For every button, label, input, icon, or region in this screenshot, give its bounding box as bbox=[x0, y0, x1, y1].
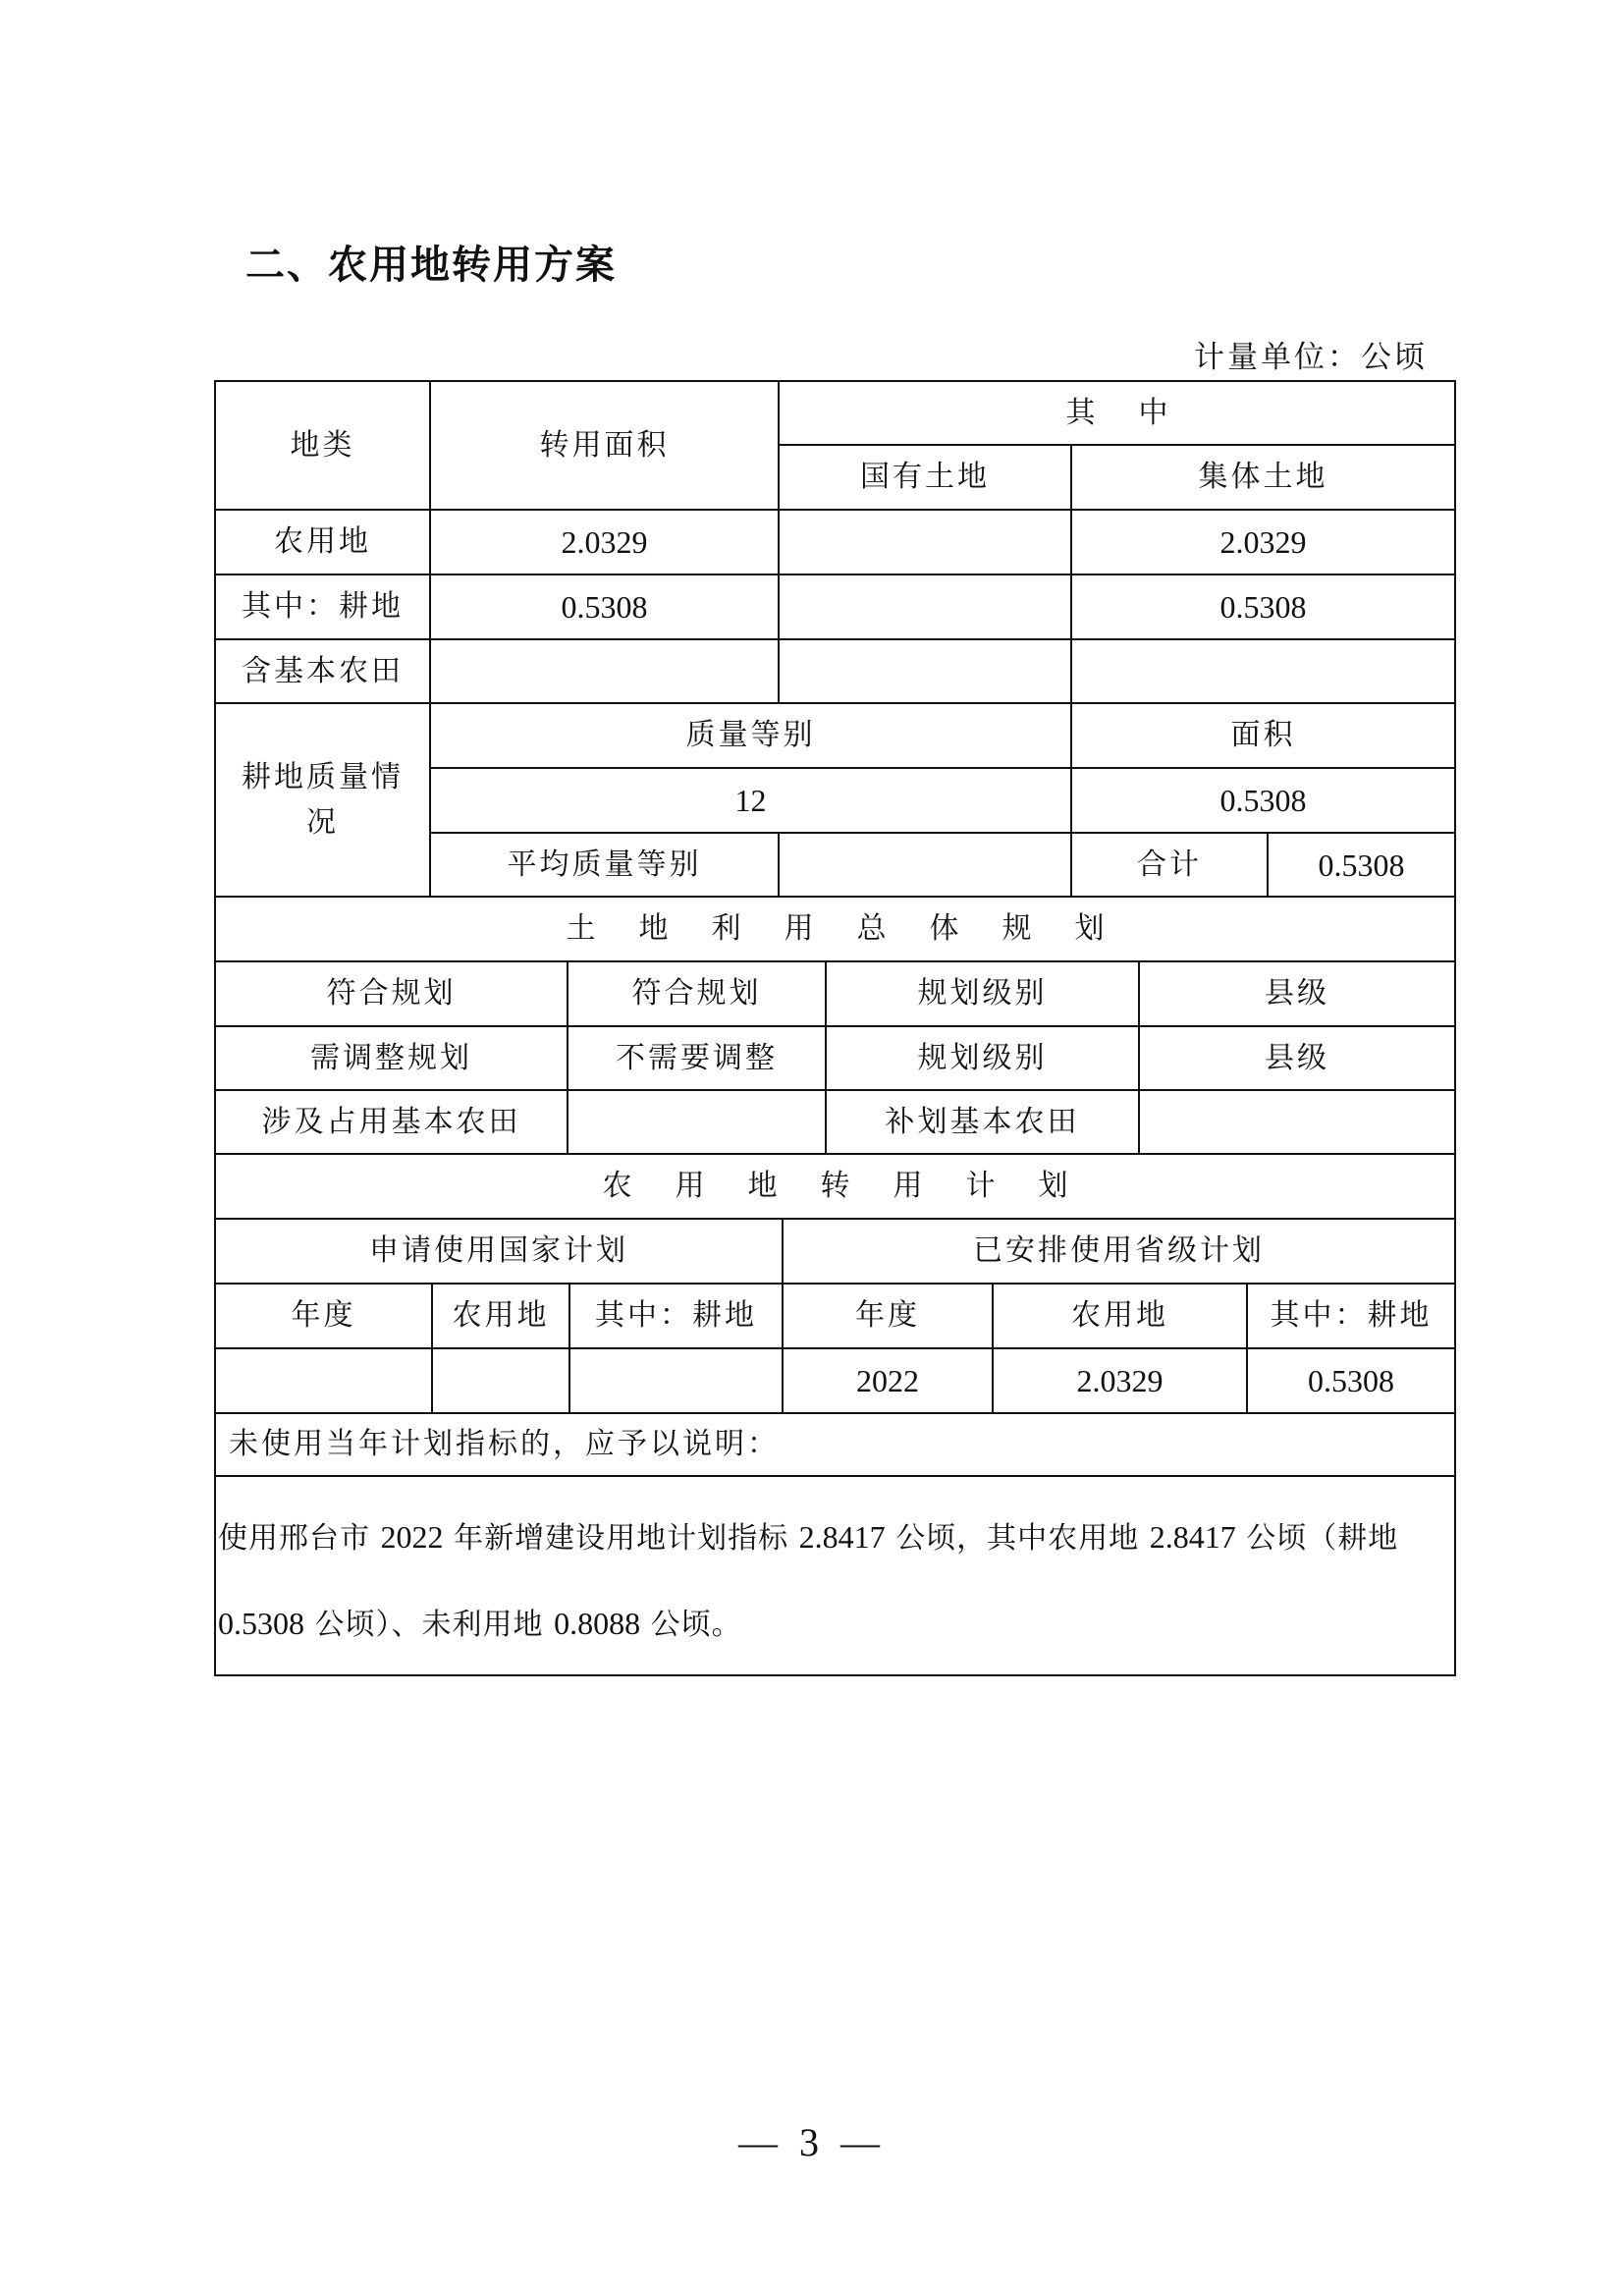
explanation-unused-land-quota: 0.8088 bbox=[554, 1606, 641, 1641]
occupy-basic-farmland-value bbox=[568, 1090, 826, 1154]
provincial-farmland-header: 农用地 bbox=[1071, 1298, 1168, 1333]
explanation-text-6: 公顷。 bbox=[650, 1608, 742, 1642]
row-farmland-label: 农用地 bbox=[274, 524, 371, 559]
national-farmland-value bbox=[432, 1348, 569, 1413]
row-arable-collective: 0.5308 bbox=[1219, 589, 1307, 625]
national-arable-value bbox=[569, 1348, 783, 1413]
explanation-text-3: 公顷，其中农用地 bbox=[895, 1521, 1140, 1556]
land-plan-section-title: 土地利用总体规划 bbox=[566, 911, 1148, 946]
explanation-text-4: 公顷（耕地 bbox=[1246, 1521, 1399, 1556]
conversion-plan-section-title: 农用地转用计划 bbox=[602, 1169, 1111, 1203]
national-arable-header: 其中：耕地 bbox=[595, 1298, 757, 1333]
row-arable-label: 其中：耕地 bbox=[242, 589, 404, 624]
header-conversion-area: 转用面积 bbox=[539, 427, 670, 463]
quality-grade-value: 12 bbox=[734, 783, 767, 818]
explanation-year: 2022 bbox=[380, 1519, 444, 1555]
adjust-plan-value: 不需要调整 bbox=[616, 1040, 778, 1075]
row-basic-farmland-state bbox=[779, 639, 1071, 703]
explanation-total-quota: 2.8417 bbox=[798, 1519, 886, 1555]
plan-level-label-1: 规划级别 bbox=[917, 976, 1048, 1011]
provincial-year-header: 年度 bbox=[855, 1298, 920, 1333]
unit-label: 计量单位：公顷 bbox=[1194, 340, 1428, 375]
total-label: 合计 bbox=[1137, 847, 1202, 882]
national-farmland-header: 农用地 bbox=[452, 1298, 550, 1333]
national-year-value bbox=[215, 1348, 432, 1413]
plan-level-value-2: 县级 bbox=[1265, 1040, 1329, 1075]
provincial-plan-header: 已安排使用省级计划 bbox=[973, 1233, 1265, 1268]
section-heading: 二、农用地转用方案 bbox=[245, 243, 617, 288]
national-plan-header: 申请使用国家计划 bbox=[369, 1233, 628, 1268]
national-year-header: 年度 bbox=[291, 1298, 356, 1333]
plan-level-label-2: 规划级别 bbox=[917, 1040, 1048, 1075]
quality-label: 耕地质量情况 bbox=[242, 759, 404, 840]
provincial-year-value: 2022 bbox=[856, 1363, 919, 1398]
conform-plan-value: 符合规划 bbox=[631, 976, 762, 1011]
header-collective-land: 集体土地 bbox=[1198, 460, 1328, 494]
quality-grade-header: 质量等别 bbox=[685, 718, 816, 752]
conform-plan-label: 符合规划 bbox=[326, 976, 457, 1011]
row-farmland-state bbox=[779, 510, 1071, 574]
plan-level-value-1: 县级 bbox=[1265, 976, 1329, 1011]
explanation-farmland-quota: 2.8417 bbox=[1149, 1519, 1236, 1555]
row-farmland-area: 2.0329 bbox=[561, 524, 648, 560]
explanation-paragraph bbox=[218, 1495, 1455, 1667]
row-farmland-collective: 2.0329 bbox=[1219, 524, 1307, 560]
occupy-basic-farmland-label: 涉及占用基本农田 bbox=[261, 1104, 521, 1139]
provincial-farmland-value: 2.0329 bbox=[1076, 1363, 1164, 1398]
provincial-arable-header: 其中：耕地 bbox=[1270, 1298, 1433, 1333]
header-land-type: 地类 bbox=[290, 427, 355, 463]
explanation-arable-quota: 0.5308 bbox=[218, 1606, 304, 1641]
row-basic-farmland-label: 含基本农田 bbox=[242, 653, 404, 688]
explanation-text-2: 年新增建设用地计划指标 bbox=[454, 1521, 789, 1556]
unused-plan-note: 未使用当年计划指标的，应予以说明： bbox=[229, 1427, 780, 1461]
row-arable-area: 0.5308 bbox=[561, 589, 648, 625]
adjust-plan-label: 需调整规划 bbox=[310, 1040, 472, 1075]
explanation-text-5: 公顷）、未利用地 bbox=[314, 1608, 544, 1642]
quality-area-header: 面积 bbox=[1230, 718, 1296, 752]
supplement-basic-farmland-value bbox=[1139, 1090, 1455, 1154]
total-value: 0.5308 bbox=[1318, 847, 1405, 883]
avg-grade-value bbox=[779, 833, 1071, 897]
avg-grade-label: 平均质量等别 bbox=[507, 847, 702, 882]
row-arable-state bbox=[779, 574, 1071, 639]
provincial-arable-value: 0.5308 bbox=[1308, 1363, 1394, 1398]
page-number: — 3 — bbox=[738, 2120, 886, 2164]
explanation-text-1: 使用邢台市 bbox=[218, 1521, 370, 1556]
row-basic-farmland-area bbox=[430, 639, 779, 703]
header-of-which: 其中 bbox=[1065, 395, 1212, 430]
supplement-basic-farmland-label: 补划基本农田 bbox=[885, 1104, 1080, 1139]
quality-area-value: 0.5308 bbox=[1219, 783, 1307, 818]
header-state-land: 国有土地 bbox=[860, 460, 990, 494]
row-basic-farmland-collective bbox=[1071, 639, 1455, 703]
